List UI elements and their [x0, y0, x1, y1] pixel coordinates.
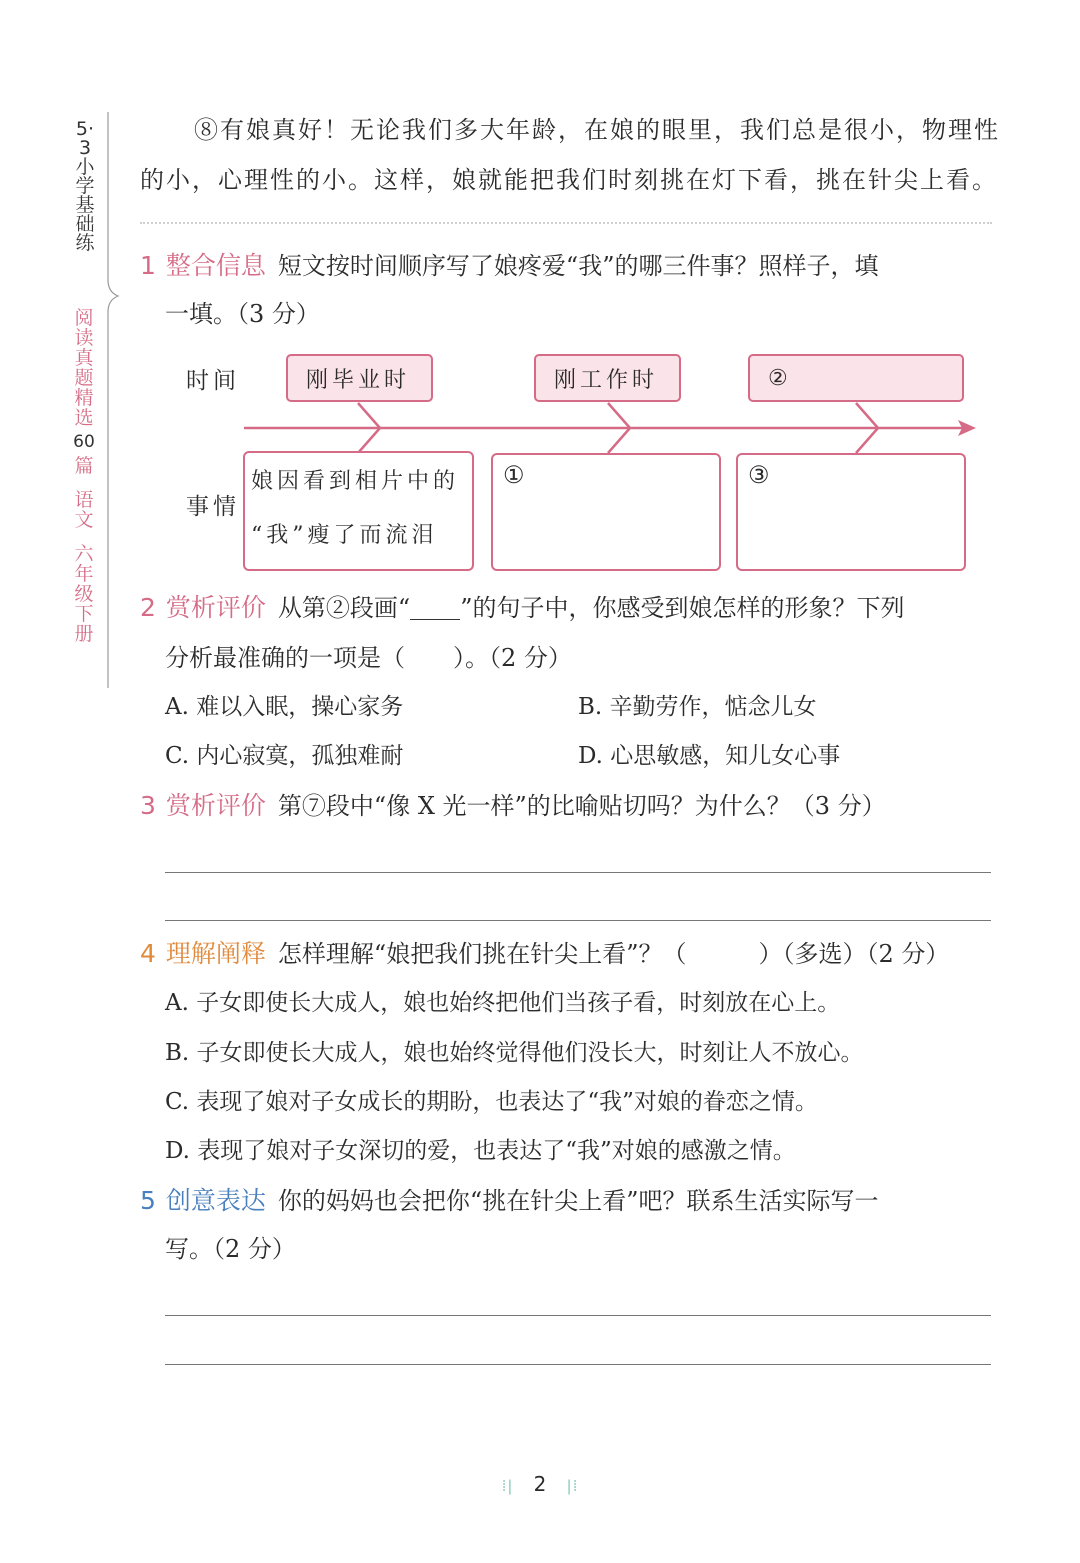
book-title-text: 阅读真题精选 [74, 307, 94, 429]
q2-line1 [140, 584, 1000, 632]
event-label: 事情 [186, 494, 240, 520]
time-box-2 [534, 354, 681, 402]
q1-line1 [140, 242, 1000, 290]
q4-line1 [140, 930, 1000, 978]
q4-option-d[interactable]: D. 表现了娘对子女深切的爱，也表达了“我”对娘的感激之情。 [165, 1138, 796, 1164]
event-box-3-answer[interactable] [736, 453, 966, 571]
time-box-2-label: 刚工作时 [554, 367, 659, 393]
q3-tag: 赏析评价 [165, 791, 266, 820]
q5-text: 你的妈妈也会把你“挑在针尖上看”吧？联系生活实际写一 [277, 1187, 879, 1215]
q2-option-c[interactable]: C. 内心寂寞，孤独难耐 [165, 743, 404, 769]
q2-blank[interactable] [410, 595, 460, 620]
event-box-3-marker: ③ [748, 461, 770, 489]
q2-line2: 分析最准确的一项是（ ）。（2 分） [165, 644, 572, 672]
event-example-line1: 娘因看到相片中的 [251, 469, 460, 494]
q1-line2: 一填。（3 分） [165, 300, 320, 328]
sidebar-bracket [100, 110, 120, 690]
event-box-1-answer[interactable] [491, 453, 721, 571]
book-subject: 语文 [74, 489, 94, 531]
q1-text: 短文按时间顺序写了娘疼爱“我”的哪三件事？照样子，填 [277, 252, 879, 280]
time-label: 时间 [186, 368, 240, 394]
section-divider [140, 222, 992, 224]
q5-line1 [140, 1177, 1000, 1225]
time-box-1 [286, 354, 433, 402]
q4-option-a[interactable]: A. 子女即使长大成人，娘也始终把他们当孩子看，时刻放在心上。 [165, 990, 841, 1016]
q2-number: 2 [140, 593, 156, 622]
book-title [70, 308, 98, 644]
q3-number: 3 [140, 791, 156, 820]
page-number-text: 2 [533, 1472, 547, 1496]
book-count-unit: 篇 [74, 455, 94, 477]
q2-option-d[interactable]: D. 心思敏感，知儿女心事 [578, 743, 841, 769]
series-title-text: 5·3小学基础练 [75, 118, 95, 254]
q3-line1 [140, 782, 1000, 830]
q1-number: 1 [140, 251, 156, 280]
q5-tag: 创意表达 [165, 1186, 266, 1215]
q5-answer-line-2[interactable] [165, 1364, 991, 1365]
q4-option-c[interactable]: C. 表现了娘对子女成长的期盼，也表达了“我”对娘的眷恋之情。 [165, 1089, 818, 1115]
event-box-example [243, 451, 474, 571]
book-count: 60 [73, 432, 95, 452]
time-box-3-answer[interactable] [748, 354, 964, 402]
q2-text-b: ”的句子中，你感受到娘怎样的形象？下列 [460, 594, 905, 622]
q5-number: 5 [140, 1186, 156, 1215]
q4-text: 怎样理解“娘把我们挑在针尖上看”？（ ）（多选）（2 分） [277, 940, 950, 968]
page-number [0, 1472, 1080, 1496]
q2-text-a: 从第②段画“ [277, 594, 411, 622]
q4-tag: 理解阐释 [165, 939, 266, 968]
time-box-1-label: 刚毕业时 [306, 367, 411, 393]
q5-line2: 写。（2 分） [165, 1235, 296, 1263]
event-example-line2: “我”瘦了而流泪 [251, 523, 438, 548]
page-deco-right: ǀ⁞ [566, 1476, 579, 1495]
passage-para8-line1: ⑧有娘真好！无论我们多大年龄，在娘的眼里，我们总是很小，物理性 [194, 116, 1000, 144]
passage-para8-line2: 的小，心理性的小。这样，娘就能把我们时刻挑在灯下看，挑在针尖上看。 [140, 166, 998, 194]
page-deco-left: ⁞ǀ [501, 1476, 514, 1495]
q2-tag: 赏析评价 [165, 593, 266, 622]
book-grade: 六年级下册 [74, 543, 94, 645]
q4-option-b[interactable]: B. 子女即使长大成人，娘也始终觉得他们没长大，时刻让人不放心。 [165, 1040, 864, 1066]
event-box-1-marker: ① [503, 461, 525, 489]
time-box-3-marker: ② [768, 365, 792, 391]
q5-answer-line-1[interactable] [165, 1315, 991, 1316]
q2-option-b[interactable]: B. 辛勤劳作，惦念儿女 [578, 694, 817, 720]
q3-answer-line-2[interactable] [165, 920, 991, 921]
series-title [72, 120, 98, 253]
q4-number: 4 [140, 939, 156, 968]
q1-tag: 整合信息 [165, 251, 266, 280]
q2-option-a[interactable]: A. 难以入眠，操心家务 [165, 694, 404, 720]
q3-answer-line-1[interactable] [165, 872, 991, 873]
q3-text: 第⑦段中“像 X 光一样”的比喻贴切吗？为什么？（3 分） [277, 792, 886, 820]
